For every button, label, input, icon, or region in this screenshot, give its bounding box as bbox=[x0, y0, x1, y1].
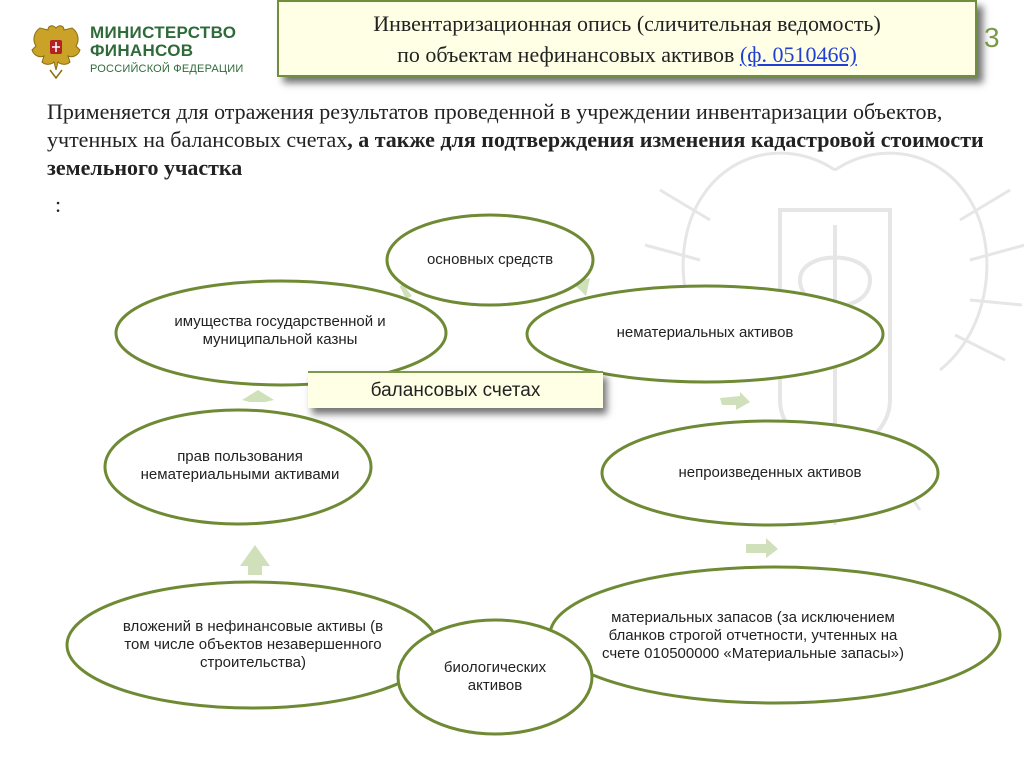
arrow-5 bbox=[240, 545, 270, 575]
title-line-1: Инвентаризационная опись (сличительная ведомость) bbox=[373, 11, 881, 36]
node-use-rights: прав пользования нематериальными активами bbox=[140, 448, 340, 483]
node-fixed-assets: основных средств bbox=[426, 251, 554, 268]
node-biological: биологических активов bbox=[443, 659, 547, 694]
node-investments: вложений в нефинансовые активы (в том числе объектов незавершенного строительства) bbox=[122, 618, 384, 671]
logo-line-1: МИНИСТЕРСТВО bbox=[90, 23, 237, 42]
center-label-box: балансовых счетах bbox=[308, 371, 603, 408]
intro-bold-text: , а также для подтверждения изменения кадастровой стоимости земельного участка bbox=[47, 127, 984, 180]
intro-colon: : bbox=[55, 192, 62, 217]
node-treasury: имущества государственной и муниципальной казны bbox=[174, 313, 386, 348]
form-link[interactable]: (ф. 0510466) bbox=[739, 42, 857, 67]
arrow-3 bbox=[720, 392, 750, 410]
title-line-2-text: по объектам нефинансовых активов bbox=[397, 42, 735, 67]
node-inventories: материальных запасов (за исключением бланков строгой отчетности, учтенных на счете 010500000 «Материальные запасы») bbox=[601, 609, 905, 662]
logo-line-3: РОССИЙСКОЙ ФЕДЕРАЦИИ bbox=[90, 63, 244, 75]
node-nonproduced: непроизведенных активов bbox=[678, 464, 862, 481]
arrow-4 bbox=[746, 538, 778, 558]
arrow-6 bbox=[242, 390, 274, 402]
intro-normal-text: Применяется для отражения результатов проведенной в учреждении инвентаризации объектов, учтенных на балансовых счетах bbox=[47, 99, 943, 152]
logo-line-2: ФИНАНСОВ bbox=[90, 41, 194, 60]
node-intangible: нематериальных активов bbox=[616, 324, 794, 341]
slide-number: 3 bbox=[984, 22, 1000, 53]
